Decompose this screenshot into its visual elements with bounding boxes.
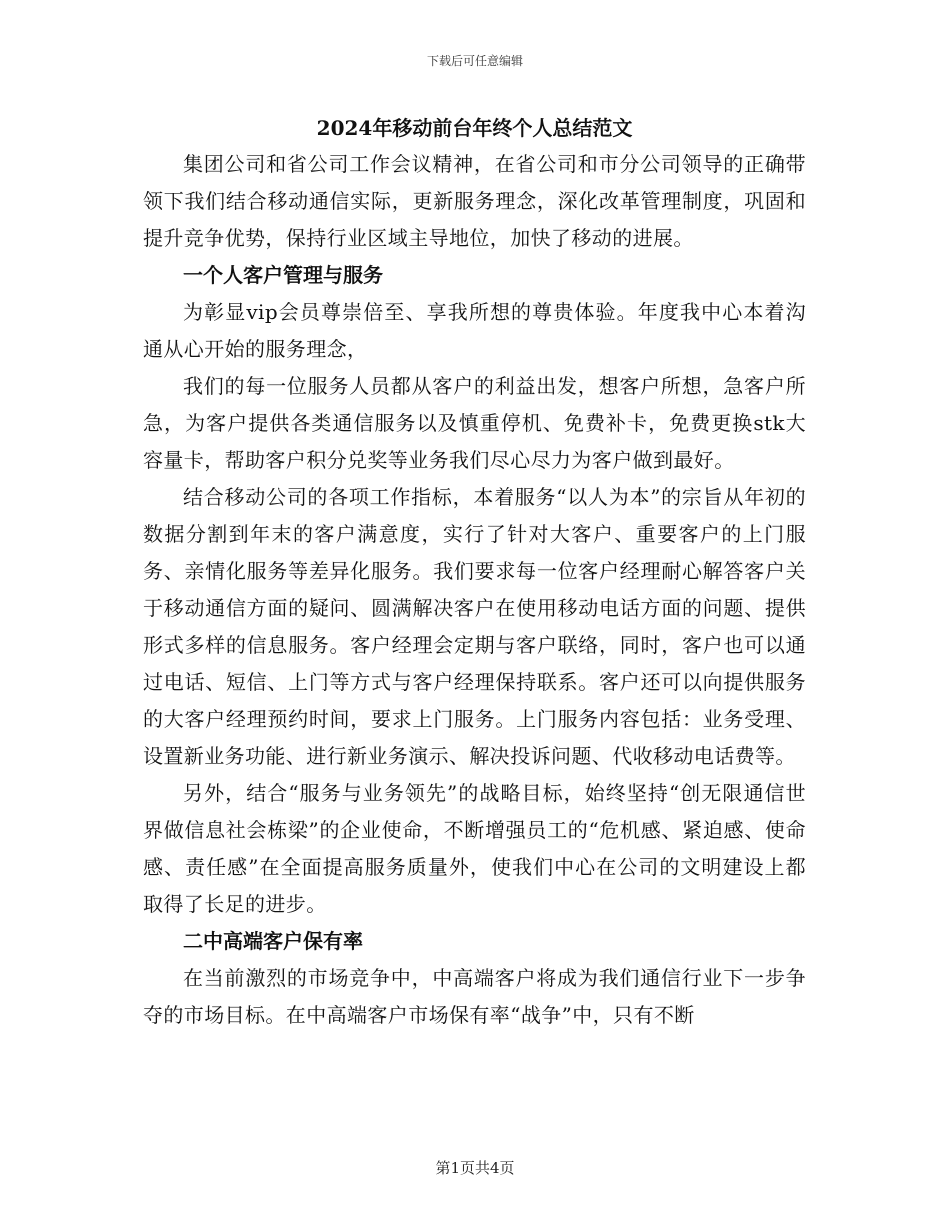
section-1-paragraph: 另外，结合“服务与业务领先”的战略目标，始终坚持“创无限通信世界做信息社会栋梁”的企业使命，不断增强员工的“危机感、紧迫感、使命感、责任感”在全面提高服务质量外，使我们中心在公司的文明建设上都取得了长足的进步。 (143, 781, 806, 916)
document-body (143, 112, 806, 1034)
page-header: 下载后可任意编辑 (426, 54, 523, 68)
document-title: 2024年移动前台年终个人总结范文 (316, 116, 633, 140)
section-2-heading: 二中高端客户保有率 (183, 929, 363, 953)
section-1-heading: 一个人客户管理与服务 (183, 263, 383, 287)
section-1-paragraph: 我们的每一位服务人员都从客户的利益出发，想客户所想，急客户所急，为客户提供各类通信服务以及慎重停机、免费补卡，免费更换stk大容量卡，帮助客户积分兑奖等业务我们尽心尽力为客户做到最好。 (143, 374, 806, 472)
intro-paragraph: 集团公司和省公司工作会议精神，在省公司和市分公司领导的正确带领下我们结合移动通信实际，更新服务理念，深化改革管理制度，巩固和提升竞争优势，保持行业区域主导地位，加快了移动的进展。 (143, 152, 806, 250)
section-2-paragraph: 在当前激烈的市场竞争中，中高端客户将成为我们通信行业下一步争夺的市场目标。在中高端客户市场保有率“战争”中，只有不断 (143, 966, 806, 1027)
page-number-footer: 第1页共4页 (435, 1159, 515, 1177)
section-1-paragraph: 为彰显vip会员尊崇倍至、享我所想的尊贵体验。年度我中心本着沟通从心开始的服务理念， (143, 300, 806, 361)
section-1-paragraph: 结合移动公司的各项工作指标，本着服务“以人为本”的宗旨从年初的数据分割到年末的客户满意度，实行了针对大客户、重要客户的上门服务、亲情化服务等差异化服务。我们要求每一位客户经理耐心解答客户关于移动通信方面的疑问、圆满解决客户在使用移动电话方面的问题、提供形式多样的信息服务。客户经理会定期与客户联络，同时，客户也可以通过电话、短信、上门等方式与客户经理保持联系。客户还可以向提供服务的大客户经理预约时间，要求上门服务。上门服务内容包括：业务受理、设置新业务功能、进行新业务演示、解决投诉问题、代收移动电话费等。 (143, 485, 806, 768)
